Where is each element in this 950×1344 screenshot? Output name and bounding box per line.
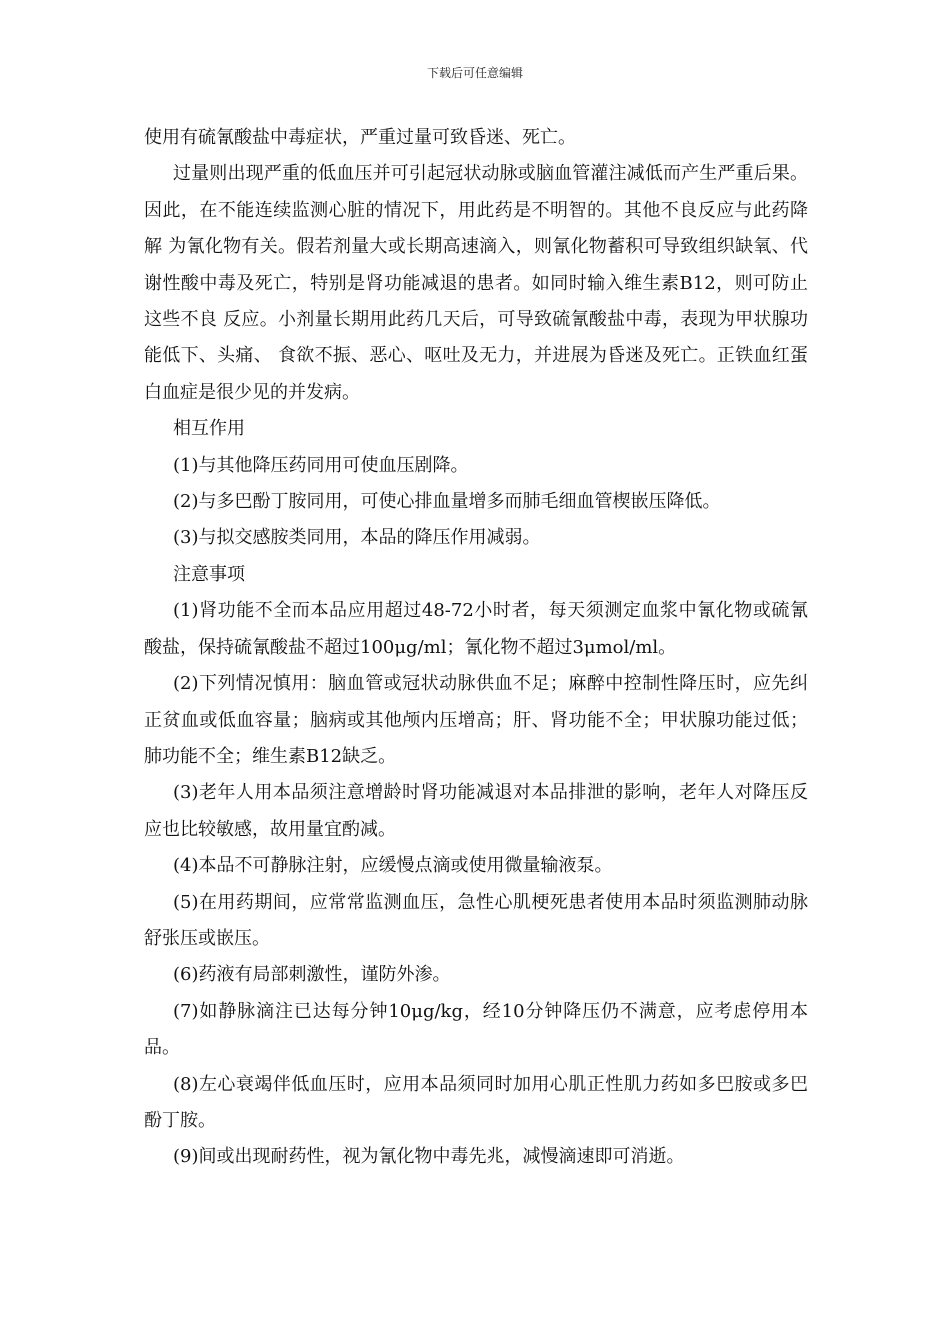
precaution-item-5: (5)在用药期间，应常常监测血压，急性心肌梗死患者使用本品时须监测肺动脉舒张压或嵌压。 (144, 891, 808, 949)
precaution-item-3: (3)老年人用本品须注意增龄时肾功能减退对本品排泄的影响，老年人对降压反应也比较敏感，故用量宜酌减。 (144, 782, 808, 840)
section-heading-precautions: 注意事项 (173, 563, 245, 585)
paragraph-continuation: 使用有硫氰酸盐中毒症状，严重过量可致昏迷、死亡。 (144, 127, 576, 148)
interaction-item-3: (3)与拟交感胺类同用，本品的降压作用减弱。 (173, 527, 541, 549)
document-body (144, 120, 808, 1176)
interaction-item-2: (2)与多巴酚丁胺同用，可使心排血量增多而肺毛细血管楔嵌压降低。 (173, 491, 721, 513)
precaution-item-9: (9)间或出现耐药性，视为氰化物中毒先兆，减慢滴速即可消逝。 (173, 1146, 685, 1168)
interaction-item-1: (1)与其他降压药同用可使血压剧降。 (173, 454, 469, 476)
precaution-item-6: (6)药液有局部刺激性，谨防外渗。 (173, 964, 451, 986)
precaution-item-7: (7)如静脉滴注已达每分钟10μg/kg，经10分钟降压仍不满意，应考虑停用本品。 (144, 1000, 808, 1059)
precaution-item-1: (1)肾功能不全而本品应用超过48-72小时者，每天须测定血浆中氰化物或硫氰酸盐，保持硫氰酸盐不超过100μg/ml；氰化物不超过3μmol/ml。 (144, 600, 808, 658)
section-heading-interactions: 相互作用 (173, 418, 245, 440)
precaution-item-8: (8)左心衰竭伴低血压时，应用本品须同时加用心肌正性肌力药如多巴胺或多巴酚丁胺。 (144, 1073, 808, 1131)
precaution-item-2: (2)下列情况慎用：脑血管或冠状动脉供血不足；麻醉中控制性降压时，应先纠正贫血或低血容量；脑病或其他颅内压增高；肝、肾功能不全；甲状腺功能过低；肺功能不全；维生素B12缺乏。 (144, 673, 808, 767)
page-header: 下载后可任意编辑 (426, 66, 523, 80)
paragraph-overdose: 过量则出现严重的低血压并可引起冠状动脉或脑血管灌注减低而产生严重后果。 因此，在不能连续监测心脏的情况下，用此药是不明智的。其他不良反应与此药降解 为氰化物有关。假若剂量大或长期高速滴入，则氰化物蓄积可导致组织缺氧、代谢性酸中毒及死亡，特别是肾功能减退的患者。如同时输入维生素B12，则可防止这些不良 反应。小剂量长期用此药几天后，可导致硫氰酸盐中毒，表现为甲状腺功能低下、头痛、 食欲不振、恶心、呕吐及无力，并进展为昏迷及死亡。正铁血红蛋白血症是很少见的并发病。 (144, 163, 808, 403)
precaution-item-4: (4)本品不可静脉注射，应缓慢点滴或使用微量输液泵。 (173, 855, 613, 877)
